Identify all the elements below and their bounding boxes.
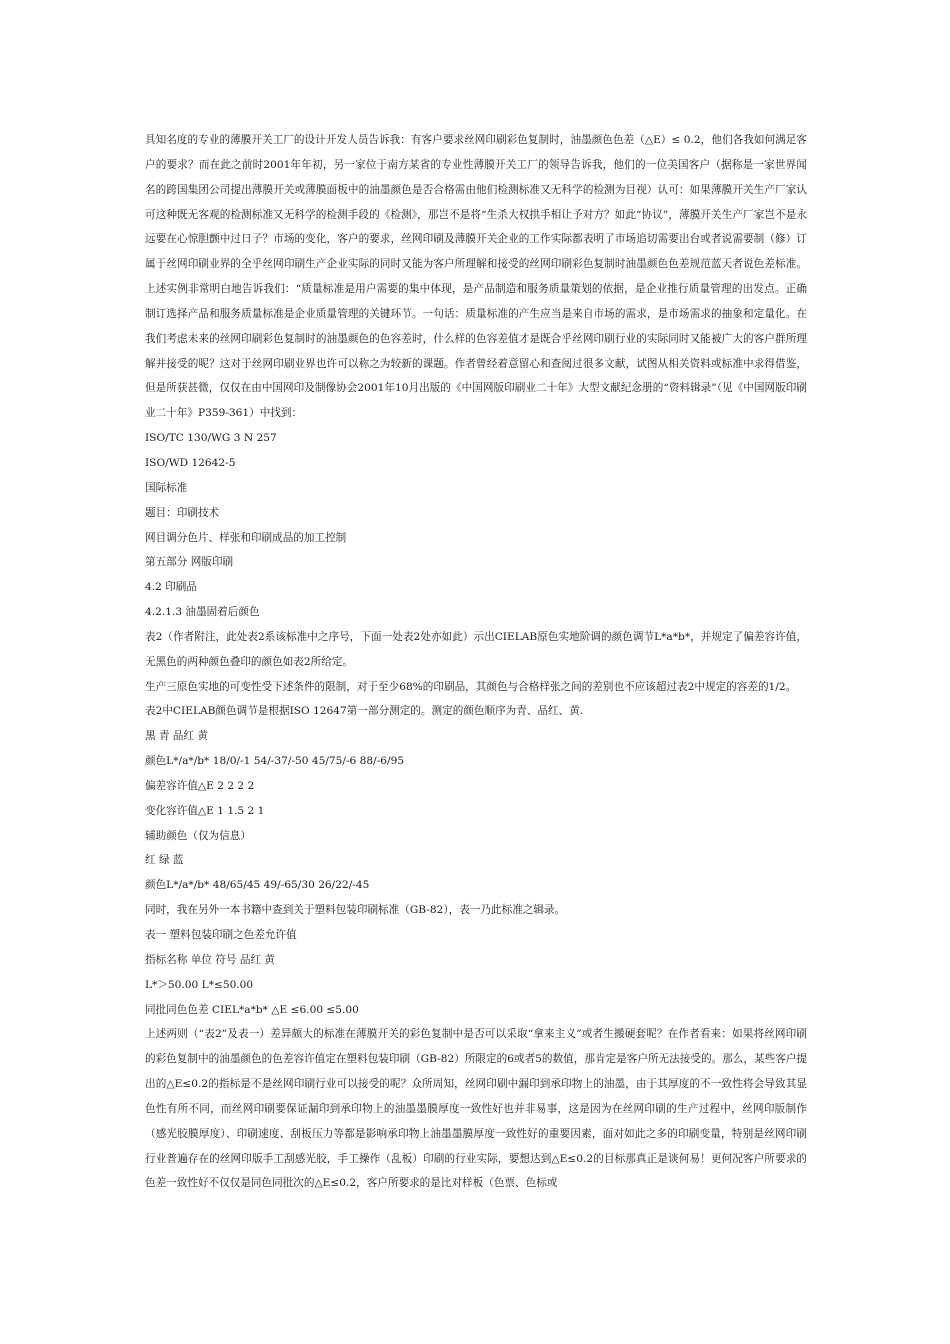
standard-part-heading: 第五部分 网版印刷 bbox=[145, 556, 234, 569]
auxiliary-color-row: 颜色L*/a*/b* 48/65/45 49/-65/30 26/22/-45 bbox=[145, 879, 370, 892]
table1-header-row: 指标名称 单位 符号 品红 黄 bbox=[145, 953, 276, 966]
table2-header-row: 黑 青 品红 黄 bbox=[145, 730, 209, 743]
auxiliary-colors-heading: 辅助颜色（仅为信息） bbox=[145, 829, 251, 842]
analysis-paragraph: 上述两则（“表2”及表一）差异颇大的标准在薄膜开关的彩色复制中是否可以采取“拿来主义”或者生搬硬套呢？在作者看来：如果将丝网印刷的彩色复制中的油墨颜色的色差容许值定在塑料包装印刷（GB-82）所限定的6或者5的数值，那肯定是客户所无法接受的。那么，某些客户提出的△E≤0.2的指标是不是丝网印刷行业可以接受的呢？众所周知，丝网印刷中漏印到承印物上的油墨，由于其厚度的不一致性将会导致其显色性有所不同，而丝网印刷要保证漏印到承印物上的油墨墨膜厚度一致性好也并非易事，这是因为在丝网印刷的生产过程中，丝网印版制作（感光胶膜厚度）、印刷速度、刮板压力等都是影响承印物上油墨墨膜厚度一致性好的重要因素，面对如此之多的印刷变量，特别是丝网印刷行业普遍存在的丝网印版手工刮感光胶，手工操作（乱板）印刷的行业实际，要想达到△E≤0.2的目标那真正是谈何易！更何况客户所要求的色差一致性好不仅仅是同色同批次的△E≤0.2，客户所要求的是比对样板（色票、色标或 bbox=[145, 1028, 807, 1190]
section-heading-4-2: 4.2 印刷品 bbox=[145, 581, 197, 594]
document-body bbox=[145, 128, 807, 1196]
standard-subtitle: 网目调分色片、样张和印刷成品的加工控制 bbox=[145, 531, 347, 544]
intro-paragraph: 具知名度的专业的薄膜开关工厂的设计开发人员告诉我：有客户要求丝网印刷彩色复制时，油墨颜色色差（△E）≤ 0.2，他们各我如何满足客户的要求？而在此之前时2001年年初，另一家位于南方某省的专业性薄膜开关工厂的领导告诉我，他们的一位美国客户（据称是一家世界闻名的跨国集团公司提出薄膜开关或薄膜面板中的油墨颜色是否合格需由他们检测标准又无科学的检测为目视）认可：如果薄膜开关生产厂家认可这种既无客观的检测标准又无科学的检测手段的《检测》，那岂不是将“生杀大权拱手相让予对方？如此“协议”，薄膜开关生产厂家岂不是永远要在心惊胆颤中过日子？市场的变化，客户的要求，丝网印刷及薄膜开关企业的工作实际都表明了市场追切需要出台或者说需要制（修）订属于丝网印刷业界的全乎丝网印刷生产企业实际的同时又能为客户所理解和接受的丝网印刷彩色复制时油墨颜色色差规范蓝天者说色差标准。上述实例非常明白地告诉我们：“质量标准是用户需要的集中体现，是产品制造和服务质量策划的依据，是企业推行质量管理的出发点。正确制订选择产品和服务质量标准是企业质量管理的关键环节。一句话：质量标准的产生应当是来自市场的需求，是市场需求的抽象和定量化。在我们考虑未来的丝网印刷彩色复制时的油墨颜色的色容差时，什么样的色容差值才是既合乎丝网印刷行业的实际同时又能被广大的客户群所理解并接受的呢？这对于丝网印刷业界也许可以称之为较新的课题。作者曾经着意留心和查阅过很多文献，试图从相关资料或标准中求得借鉴，但是所获甚微，仅仅在由中国网印及制像协会2001年10月出版的《中国网版印刷业二十年》大型文献纪念册的“资料辑录”（见《中国网版印刷业二十年》P359-361）中找到： bbox=[145, 134, 807, 420]
variability-paragraph: 生产三原色实地的可变性受下述条件的限制，对于至少68%的印刷品，其颜色与合格样张之间的差别也不应该超过表2中规定的容差的1/2。 bbox=[145, 680, 797, 693]
gb82-intro-paragraph: 同时，我在另外一本书籍中查到关于塑料包装印刷标准（GB-82），表一乃此标准之辑录。 bbox=[145, 904, 566, 917]
table1-lightness-row: L*＞50.00 L*≤50.00 bbox=[145, 978, 254, 991]
standard-type-label: 国际标准 bbox=[145, 481, 188, 494]
iso-draft-number: ISO/WD 12642-5 bbox=[145, 456, 236, 469]
table1-title: 表一 塑料包装印刷之色差允许值 bbox=[145, 929, 297, 941]
table1-tolerance-row: 同批同色色差 CIEL*a*b* △E ≤6.00 ≤5.00 bbox=[145, 1003, 359, 1016]
table2-deviation-row: 偏差容许值△E 2 2 2 2 bbox=[145, 779, 255, 792]
iso-committee-ref: ISO/TC 130/WG 3 N 257 bbox=[145, 432, 277, 445]
table2-description-paragraph: 表2（作者附注，此处表2系该标准中之序号，下面一处表2处亦如此）示出CIELAB原色实地阶调的颜色调节L*a*b*，并规定了偏差容许值，无黑色的两种颜色叠印的颜色如表2所给定。 bbox=[145, 630, 807, 668]
section-heading-4-2-1-3: 4.2.1.3 油墨固着后颜色 bbox=[145, 606, 260, 619]
standard-title: 题目：印刷技术 bbox=[145, 506, 220, 519]
auxiliary-header-row: 红 绿 蓝 bbox=[145, 854, 184, 867]
cielab-method-paragraph: 表2中CIELAB颜色调节是根据ISO 12647第一部分测定的。测定的颜色顺序为青、品红、黄. bbox=[145, 705, 584, 718]
table2-color-row: 颜色L*/a*/b* 18/0/-1 54/-37/-50 45/75/-6 88/-6/95 bbox=[145, 755, 405, 768]
table2-variation-row: 变化容许值△E 1 1.5 2 1 bbox=[145, 804, 265, 817]
